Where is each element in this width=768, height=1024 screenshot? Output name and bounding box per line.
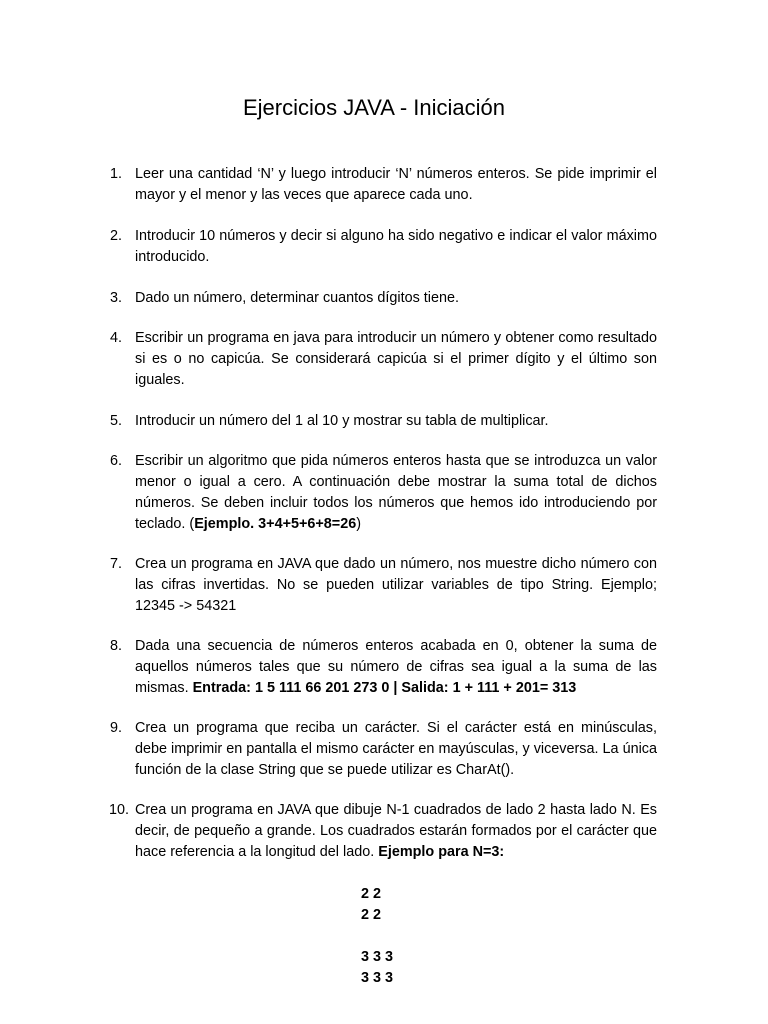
exercise-item xyxy=(110,636,657,718)
exercise-number: 3. xyxy=(110,290,123,306)
exercise-text: Dado un número, determinar cuantos dígitos tiene. xyxy=(135,290,459,306)
exercise-number: 1. xyxy=(110,166,123,182)
exercise-number: 4. xyxy=(110,330,123,346)
exercise-item xyxy=(110,411,657,451)
exercise-text: Leer una cantidad ‘N’ y luego introducir ‘N’ números enteros. Se pide imprimir el mayor y el menor y las veces que aparece cada uno. xyxy=(135,166,657,203)
exercise-item xyxy=(110,451,657,554)
exercise-text: Introducir un número del 1 al 10 y mostrar su tabla de multiplicar. xyxy=(135,413,549,429)
exercise-item xyxy=(110,328,657,411)
exercise-example-bold: Entrada: 1 5 111 66 201 273 0 | Salida: 1 + 111 + 201= 313 xyxy=(192,680,577,696)
exercise-text: Escribir un programa en java para introducir un número y obtener como resultado si es o no capicúa. Se considerará capicúa si el primer dígito y el último son iguales. xyxy=(135,330,657,388)
exercise-text: Crea un programa que reciba un carácter. Si el carácter está en minúsculas, debe imprimir en pantalla el mismo carácter en mayúsculas, y viceversa. La única función de la clase String que se puede utilizar es CharAt(). xyxy=(135,720,657,778)
example-output-line: 3 3 3 xyxy=(361,949,394,965)
exercise-number: 5. xyxy=(110,413,123,429)
exercise-number: 7. xyxy=(110,556,123,572)
exercise-example-bold: Ejemplo para N=3: xyxy=(378,844,505,860)
example-output xyxy=(361,884,393,989)
exercise-item xyxy=(110,164,657,226)
example-output-line: 2 2 xyxy=(361,886,382,902)
exercise-item xyxy=(110,554,657,636)
exercise-item xyxy=(110,718,657,800)
exercise-item xyxy=(110,226,657,288)
exercise-text: Crea un programa en JAVA que dado un número, nos muestre dicho número con las cifras invertidas. No se pueden utilizar variables de tipo String. Ejemplo; 12345 -> 54321 xyxy=(135,556,657,614)
exercise-text: Dada una secuencia de números enteros acabada en 0, obtener la suma de aquellos números tales que su número de cifras sea igual a la suma de las mismas. xyxy=(135,638,657,696)
exercise-number: 9. xyxy=(110,720,123,736)
document-title: Ejercicios JAVA - Iniciación xyxy=(242,95,506,120)
example-output-line: 2 2 xyxy=(361,907,382,923)
exercise-list xyxy=(110,164,657,870)
exercise-text: Crea un programa en JAVA que dibuje N-1 cuadrados de lado 2 hasta lado N. Es decir, de pequeño a grande. Los cuadrados estarán formados por el carácter que hace referencia a la longitud del lado. xyxy=(135,802,657,860)
exercise-text: Escribir un algoritmo que pida números enteros hasta que se introduzca un valor menor o igual a cero. A continuación debe mostrar la suma total de dichos números. Se deben incluir todos los números que hemos ido introduciendo por teclado. ( xyxy=(135,453,657,532)
exercise-number: 10. xyxy=(109,802,130,818)
exercise-number: 2. xyxy=(110,228,123,244)
exercise-number: 6. xyxy=(110,453,123,469)
exercise-text-after: ) xyxy=(356,516,362,532)
exercise-item xyxy=(110,288,657,328)
example-output-gap xyxy=(361,926,393,947)
exercise-text: Introducir 10 números y decir si alguno ha sido negativo e indicar el valor máximo introducido. xyxy=(135,228,657,265)
exercise-item xyxy=(110,800,657,870)
exercise-number: 8. xyxy=(110,638,123,654)
exercise-example-bold: Ejemplo. 3+4+5+6+8=26 xyxy=(194,516,357,532)
example-output-line: 3 3 3 xyxy=(361,970,394,986)
